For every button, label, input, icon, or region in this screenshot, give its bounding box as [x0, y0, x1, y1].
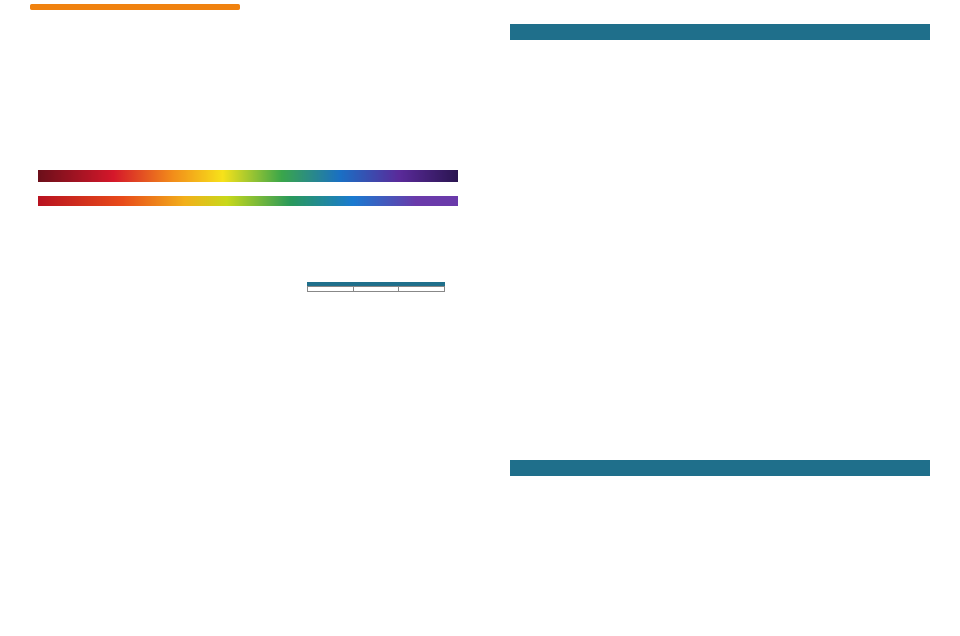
color-head-freq: [399, 287, 445, 292]
t1-head: [825, 24, 930, 41]
optical-table: [510, 460, 930, 477]
t1-head: [615, 24, 720, 41]
color-head-color: [308, 287, 354, 292]
nm-labels: [70, 183, 460, 193]
color-table: [307, 286, 445, 292]
opt-head: [590, 460, 930, 477]
t1-head: [510, 24, 615, 41]
t1-head: [720, 24, 825, 41]
band-labels: [30, 240, 460, 270]
opt-head: [510, 460, 590, 477]
spectrum-bar-secondary: [38, 196, 458, 206]
color-head-wave: [353, 287, 399, 292]
section-pill: [30, 4, 240, 10]
filter-table: [510, 24, 930, 41]
color-table-wrap: [307, 282, 445, 292]
spectrum-bar: [38, 170, 458, 182]
power-labels: [30, 224, 470, 236]
